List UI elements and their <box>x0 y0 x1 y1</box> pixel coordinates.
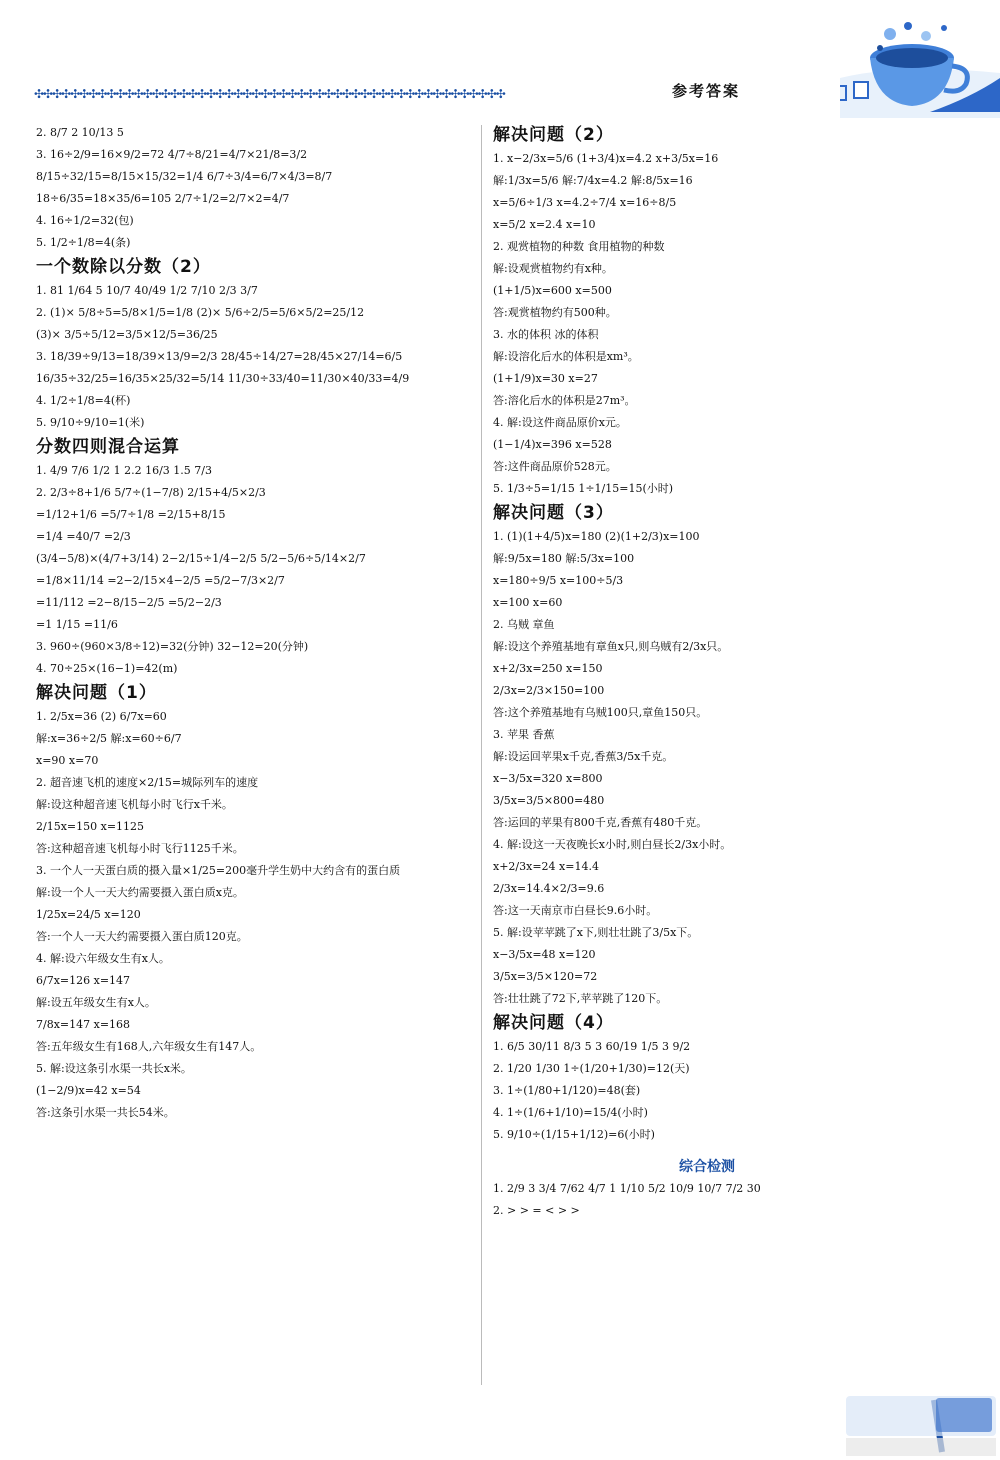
answer-line: 3/5x=3/5×120=72 <box>493 970 598 983</box>
answer-line: 16/35÷32/25=16/35×25/32=5/14 11/30÷33/40=11/30×40/33=4/9 <box>36 372 410 385</box>
answer-line: 3. 18/39÷9/13=18/39×13/9=2/3 28/45÷14/27=28/45×27/14=6/5 <box>36 350 403 363</box>
answer-line: 5. 1/3÷5=1/15 1÷1/15=15(小时) <box>493 482 674 495</box>
answer-line: 答:溶化后水的体积是27m³。 <box>493 394 636 407</box>
answer-line: =11/112 =2−8/15−2/5 =5/2−2/3 <box>36 596 222 609</box>
answer-line: 答:五年级女生有168人,六年级女生有147人。 <box>36 1040 262 1053</box>
answer-line: x=180÷9/5 x=100÷5/3 <box>493 574 624 587</box>
answer-line: 7/8x=147 x=168 <box>36 1018 131 1031</box>
answer-line: 18÷6/35=18×35/6=105 2/7÷1/2=2/7×2=4/7 <box>36 192 290 205</box>
watermark-logo-icon <box>826 1390 1000 1460</box>
answer-line: 答:一个人一天大约需要摄入蛋白质120克。 <box>36 930 248 943</box>
answer-line: x=5/2 x=2.4 x=10 <box>493 218 596 231</box>
answer-line: 3/5x=3/5×800=480 <box>493 794 605 807</box>
answer-line: 1. 6/5 30/11 8/3 5 3 60/19 1/5 3 9/2 <box>493 1040 691 1053</box>
section-title: 解决问题（1） <box>36 683 157 703</box>
answer-line: 2. > > = < > > <box>493 1204 580 1217</box>
answer-line: 3. 水的体积 冰的体积 <box>493 328 599 341</box>
answer-line: 3. 16÷2/9=16×9/2=72 4/7÷8/21=4/7×21/8=3/2 <box>36 148 308 161</box>
answer-line: 解:设这种超音速飞机每小时飞行x千米。 <box>36 798 233 811</box>
section-title: 解决问题（3） <box>493 503 614 523</box>
answer-line: 1. 2/5x=36 (2) 6/7x=60 <box>36 710 167 723</box>
answer-line: 2. 观赏植物的种数 食用植物的种数 <box>493 240 665 253</box>
answer-line: 解:设观赏植物约有x种。 <box>493 262 613 275</box>
answer-line: 解:设五年级女生有x人。 <box>36 996 156 1009</box>
answer-line: 4. 16÷1/2=32(包) <box>36 214 134 227</box>
answer-line: 答:这条引水渠一共长54米。 <box>36 1106 175 1119</box>
right-column <box>487 122 867 1222</box>
page-header <box>0 0 1000 130</box>
section-title: 解决问题（4） <box>493 1013 614 1033</box>
answer-line: 答:运回的苹果有800千克,香蕉有480千克。 <box>493 816 708 829</box>
answer-line: =1/4 =40/7 =2/3 <box>36 530 131 543</box>
answer-line: 1. 4/9 7/6 1/2 1 2.2 16/3 1.5 7/3 <box>36 464 212 477</box>
answer-line: 1. 81 1/64 5 10/7 40/49 1/2 7/10 2/3 3/7 <box>36 284 258 297</box>
answer-line: 2. 8/7 2 10/13 5 <box>36 126 124 139</box>
section-title: 一个数除以分数（2） <box>36 257 211 277</box>
answer-line: (3/4−5/8)×(4/7+3/14) 2−2/15÷1/4−2/5 5/2−5/6÷5/14×2/7 <box>36 552 366 565</box>
answer-line: 4. 解:设这一天夜晚长x小时,则白昼长2/3x小时。 <box>493 838 732 851</box>
answer-line: 答:这件商品原价528元。 <box>493 460 617 473</box>
answer-line: 4. 1÷(1/6+1/10)=15/4(小时) <box>493 1106 648 1119</box>
left-column <box>30 122 470 1124</box>
answer-line: x=100 x=60 <box>493 596 563 609</box>
answer-line: 5. 解:设这条引水渠一共长x米。 <box>36 1062 192 1075</box>
answer-line: 2. 乌贼 章鱼 <box>493 618 555 631</box>
answer-line: =1 1/15 =11/6 <box>36 618 118 631</box>
answer-line: 1. x−2/3x=5/6 (1+3/4)x=4.2 x+3/5x=16 <box>493 152 719 165</box>
answer-line: 2. 超音速飞机的速度×2/15=城际列车的速度 <box>36 776 259 789</box>
answer-line: 解:设溶化后水的体积是xm³。 <box>493 350 639 363</box>
answer-line: 2. (1)× 5/8÷5=5/8×1/5=1/8 (2)× 5/6÷2/5=5/6×5/2=25/12 <box>36 306 365 319</box>
answer-line: 5. 9/10÷9/10=1(米) <box>36 416 145 429</box>
answer-line: (3)× 3/5÷5/12=3/5×12/5=36/25 <box>36 328 218 341</box>
answer-line: 1. 2/9 3 3/4 7/62 4/7 1 1/10 5/2 10/9 10/7 7/2 30 <box>493 1182 761 1195</box>
answer-line: 5. 解:设苹苹跳了x下,则壮壮跳了3/5x下。 <box>493 926 699 939</box>
header-title: 参考答案 <box>672 82 741 100</box>
answer-line: =1/12+1/6 =5/7÷1/8 =2/15+8/15 <box>36 508 226 521</box>
answer-line: 2. 2/3÷8+1/6 5/7÷(1−7/8) 2/15+4/5×2/3 <box>36 486 266 499</box>
answer-line: 6/7x=126 x=147 <box>36 974 131 987</box>
answer-line: 答:观赏植物约有500种。 <box>493 306 617 319</box>
answer-line: (1−1/4)x=396 x=528 <box>493 438 612 451</box>
answer-line: 4. 解:设六年级女生有x人。 <box>36 952 170 965</box>
answer-line: x−3/5x=320 x=800 <box>493 772 603 785</box>
answer-line: 1. (1)(1+4/5)x=180 (2)(1+2/3)x=100 <box>493 530 700 543</box>
answer-line: 3. 一个人一天蛋白质的摄入量×1/25=200毫升学生奶中大约含有的蛋白质 <box>36 864 401 877</box>
column-divider <box>481 125 482 1385</box>
answer-line: 解:1/3x=5/6 解:7/4x=4.2 解:8/5x=16 <box>493 174 693 187</box>
answer-line: 答:这种超音速飞机每小时飞行1125千米。 <box>36 842 244 855</box>
answer-line: 8/15÷32/15=8/15×15/32=1/4 6/7÷3/4=6/7×4/3=8/7 <box>36 170 333 183</box>
section-title: 分数四则混合运算 <box>36 437 180 457</box>
header-ornament: ✣✣✣✣✣✣✣✣✣✣✣✣✣✣✣✣✣✣✣✣✣✣✣✣✣✣✣✣✣✣✣✣✣✣✣✣✣✣✣✣✣✣✣✣✣✣✣✣✣✣✣✣ <box>34 87 505 101</box>
answer-line: x=5/6÷1/3 x=4.2÷7/4 x=16÷8/5 <box>493 196 677 209</box>
answer-line: x+2/3x=250 x=150 <box>493 662 603 675</box>
answer-line: 答:壮壮跳了72下,苹苹跳了120下。 <box>493 992 668 1005</box>
answer-line: 5. 9/10÷(1/15+1/12)=6(小时) <box>493 1128 655 1141</box>
answer-line: 解:设一个人一天大约需要摄入蛋白质x克。 <box>36 886 244 899</box>
answer-line: 答:这个养殖基地有乌贼100只,章鱼150只。 <box>493 706 708 719</box>
answer-line: (1+1/9)x=30 x=27 <box>493 372 598 385</box>
answer-line: 2. 1/20 1/30 1÷(1/20+1/30)=12(天) <box>493 1062 690 1075</box>
answer-line: 答:这一天南京市白昼长9.6小时。 <box>493 904 658 917</box>
answer-line: 3. 1÷(1/80+1/120)=48(套) <box>493 1084 641 1097</box>
answer-line: 2/3x=2/3×150=100 <box>493 684 605 697</box>
answer-line: x−3/5x=48 x=120 <box>493 948 596 961</box>
section-title: 综合检测 <box>679 1159 735 1175</box>
answer-line: 解:设这个养殖基地有章鱼x只,则乌贼有2/3x只。 <box>493 640 729 653</box>
answer-line: =1/8×11/14 =2−2/15×4−2/5 =5/2−7/3×2/7 <box>36 574 285 587</box>
teacup-gifts-icon <box>840 8 1000 118</box>
section-title: 解决问题（2） <box>493 125 614 145</box>
answer-line: 4. 70÷25×(16−1)=42(m) <box>36 662 178 675</box>
answer-line: x=90 x=70 <box>36 754 99 767</box>
answer-line: 解:x=36÷2/5 解:x=60÷6/7 <box>36 732 182 745</box>
answer-line: 3. 960÷(960×3/8÷12)=32(分钟) 32−12=20(分钟) <box>36 640 309 653</box>
answer-line: 3. 苹果 香蕉 <box>493 728 555 741</box>
answer-line: 5. 1/2÷1/8=4(条) <box>36 236 131 249</box>
answer-line: (1−2/9)x=42 x=54 <box>36 1084 141 1097</box>
answer-line: 4. 解:设这件商品原价x元。 <box>493 416 627 429</box>
answer-line: 解:设运回苹果x千克,香蕉3/5x千克。 <box>493 750 674 763</box>
answer-line: (1+1/5)x=600 x=500 <box>493 284 612 297</box>
answer-line: x+2/3x=24 x=14.4 <box>493 860 599 873</box>
answer-line: 4. 1/2÷1/8=4(杯) <box>36 394 131 407</box>
answer-line: 2/3x=14.4×2/3=9.6 <box>493 882 605 895</box>
answer-line: 1/25x=24/5 x=120 <box>36 908 141 921</box>
answer-line: 2/15x=150 x=1125 <box>36 820 145 833</box>
answer-line: 解:9/5x=180 解:5/3x=100 <box>493 552 635 565</box>
